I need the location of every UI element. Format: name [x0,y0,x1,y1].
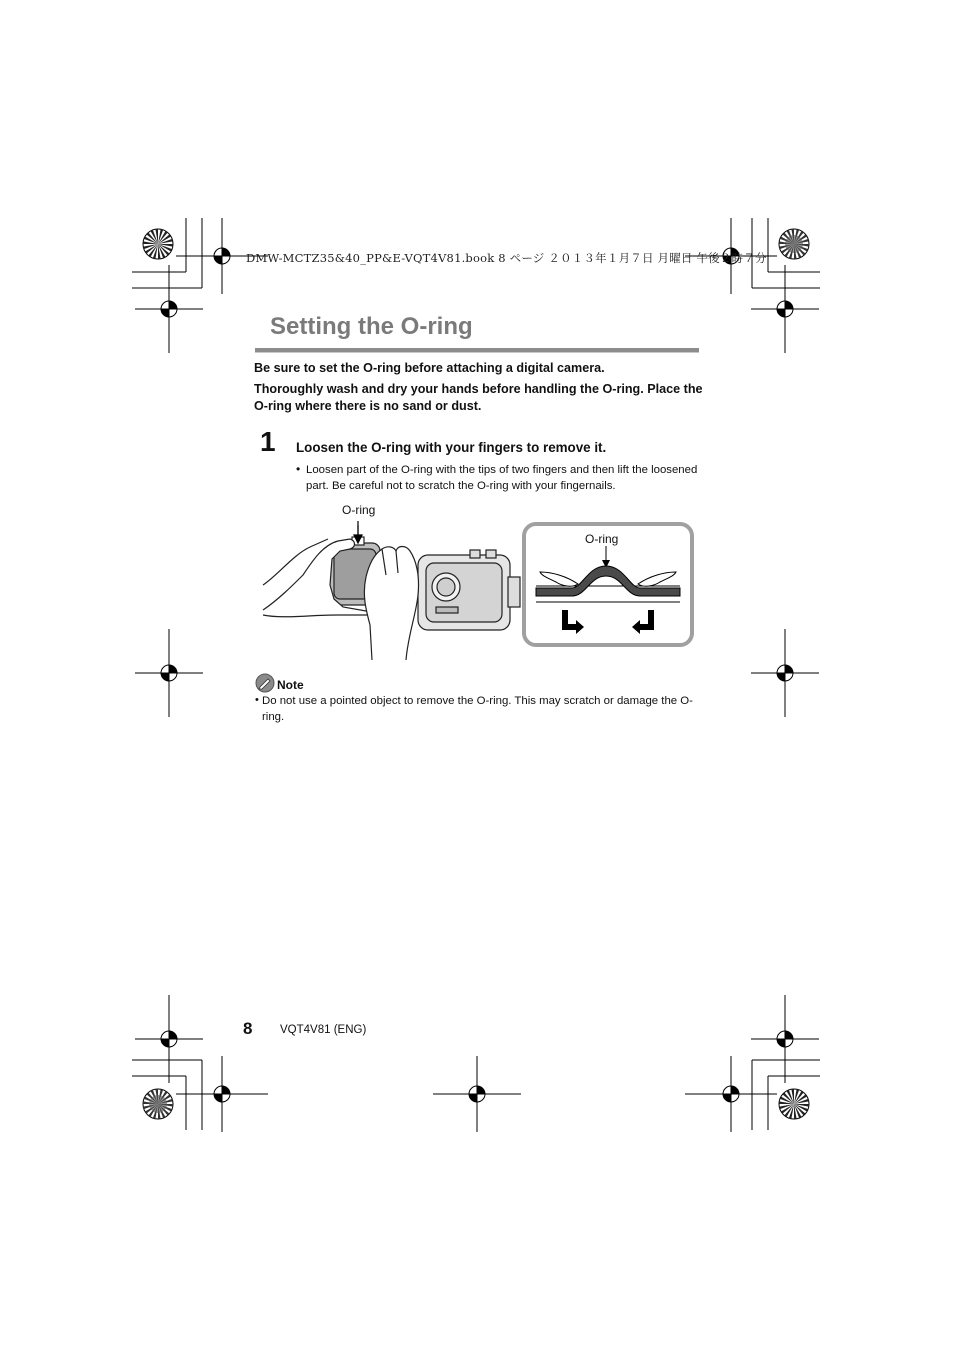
page-number: 8 [243,1019,253,1038]
step-number: 1 [260,426,276,457]
registration-star-icon [779,229,809,259]
registration-star-icon [779,1089,809,1119]
note-text: Do not use a pointed object to remove the O-ring. This may scratch or damage the O-ring. [262,695,693,723]
note-bullet-icon: • [255,694,259,706]
bullet-icon: • [296,462,301,476]
oring-label-left: O-ring [342,503,376,517]
oring-removal-illustration [258,515,523,660]
note-label: Note [277,678,304,692]
step-instruction: Loosen the O-ring with your fingers to remove it. [296,440,607,455]
document-code: VQT4V81 (ENG) [280,1024,367,1036]
intro-warning-1: Be sure to set the O-ring before attaching a digital camera. [254,361,605,375]
registration-star-icon [143,1089,173,1119]
registration-star-icon [143,229,173,259]
note-icon [255,673,275,693]
intro-warning-2: Thoroughly wash and dry your hands before handling the O-ring. Place the O-ring where there is no sand or dust. [254,382,703,413]
file-header-line: DMW-MCTZ35&40_PP&E-VQT4V81.book 8 ページ ２０１３年１月７日 月曜日 午後２時７分 [246,251,767,265]
title-underline-shadow [255,352,699,353]
page-title: Setting the O-ring [270,313,473,340]
oring-label-right: O-ring [585,532,619,546]
step-bullet-text: Loosen part of the O-ring with the tips of two fingers and then lift the loosened part. Be careful not to scratch the O-ring with your fingernails. [306,464,698,492]
